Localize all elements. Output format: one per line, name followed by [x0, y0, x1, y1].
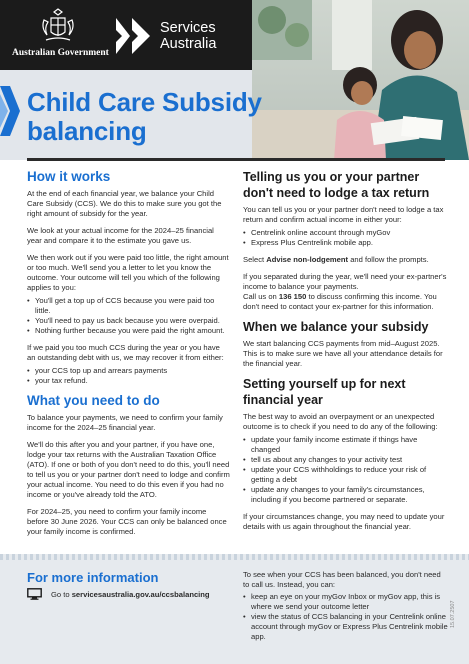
list-item: • your CCS top up and arrears payments [27, 366, 230, 376]
tell-paragraph-2 [243, 255, 448, 265]
how-paragraph-3: We then work out if you were paid too little, the right amount or too much. We'll send you a letter to let you know the outcome. Your outcome will tell you which of the following applies to you: [27, 253, 229, 292]
need-paragraph-2: We'll do this after you and your partner, if you have one, lodge your tax returns with the Australian Taxation Office (ATO). If one or both of you don't need to do this, you'll need to tell us you or your partner don't need to lodge and confirm your actual income. You need to do this even if you had no income or you've already told the ATO. [27, 440, 230, 499]
footer-list [243, 592, 448, 642]
when-we-balance-heading: When we balance your subsidy [243, 320, 429, 334]
government-name: Australian Government [12, 48, 109, 58]
website-link-text [51, 590, 210, 599]
website-link-row [27, 588, 232, 602]
list-item: • Centrelink online account through myGov [243, 228, 448, 238]
footer-right-text [243, 570, 448, 642]
list-item: • update your CCS withholdings to reduce your risk of getting a debt [243, 465, 448, 485]
brand-line-2: Australia [160, 36, 217, 52]
setting-up-heading: Setting yourself up for next financial year [243, 377, 406, 407]
brand-name [160, 20, 216, 52]
left-column [27, 165, 230, 544]
recover-list [27, 366, 230, 386]
how-paragraph-1: At the end of each financial year, we balance your Child Care Subsidy (CCS). We do this to make sure you got the right amount of subsidy for the year. [27, 189, 222, 218]
brand-line-1: Services [160, 20, 216, 36]
services-australia-logo [114, 16, 264, 56]
list-item: • Express Plus Centrelink mobile app. [243, 238, 448, 248]
text-span: and follow the prompts. [348, 255, 429, 264]
telling-us-heading: Telling us you or your partner don't need to lodge a tax return [243, 170, 430, 200]
what-you-need-to-do-heading: What you need to do [27, 393, 160, 408]
list-item: • your tax refund. [27, 376, 230, 386]
text-span: If you separated during the year, we'll need your ex-partner's income to balance your payments. [243, 272, 447, 291]
footer [0, 554, 469, 664]
need-paragraph-1: To balance your payments, we need to confirm your family income for the 2024–25 financial year. [27, 413, 223, 432]
right-column [243, 165, 448, 539]
how-paragraph-2: We look at your actual income for the 2024–25 financial year and compare it to the estimate you gave us. [27, 226, 214, 245]
list-item: • update any changes to your family's circumstances, including if you become partnered or separate. [243, 485, 448, 505]
when-paragraph-1: We start balancing CCS payments from mid–August 2025. This is to make sure we have all your attendance details for the financial year. [243, 339, 443, 368]
list-item: • keep an eye on your myGov Inbox or myGov app, this is where we send your outcome letter [243, 592, 448, 612]
list-item: • You'll need to pay us back because you were overpaid. [27, 316, 230, 326]
tell-paragraph-1: You can tell us you or your partner don't need to lodge a tax return and confirm actual income in either your: [243, 205, 444, 224]
website-link[interactable]: servicesaustralia.gov.au/ccsbalancing [71, 590, 210, 599]
list-item: • tell us about any changes to your activity test [243, 455, 448, 465]
monitor-icon [27, 588, 42, 600]
list-item: • view the status of CCS balancing in your Centrelink online account through myGov or Express Plus Centrelink mobile app. [243, 612, 448, 642]
setup-paragraph-2: If your circumstances change, you may need to update your details with us again throughout the financial year. [243, 512, 445, 531]
tell-paragraph-3 [243, 272, 448, 312]
phone-number: 136 150 [278, 292, 307, 301]
footer-paragraph: To see when your CCS has been balanced, you don't need to call us. Instead, you can: [243, 570, 441, 589]
text-span: to discuss confirming this income. You don't need to contact your ex-partner for this information. [243, 292, 437, 311]
list-item: • You'll get a top up of CCS because you were paid too little. [27, 296, 230, 316]
hero-photo [252, 0, 469, 160]
page-title: Child Care Subsidy balancing [27, 87, 262, 146]
outcome-list [27, 296, 230, 336]
tell-list [243, 228, 448, 248]
title-divider [27, 158, 445, 161]
australian-government-logo [12, 8, 112, 64]
text-span: Go to [51, 590, 72, 599]
document-code: 15.07.2507 [450, 600, 456, 628]
text-span: Select [243, 255, 267, 264]
more-info-heading: For more information [27, 570, 159, 585]
how-paragraph-4: If we paid you too much CCS during the year or you have an outstanding debt with us, we may recover it from either: [27, 343, 224, 362]
list-item: • update your family income estimate if things have changed [243, 435, 448, 455]
need-paragraph-3: For 2024–25, you need to confirm your family income before 30 June 2026. Your CCS can only be balanced once your family income is confirmed. [27, 507, 227, 536]
chevron-accent-icon [0, 86, 20, 136]
list-item: • Nothing further because you were paid the right amount. [27, 326, 230, 336]
services-australia-chevron-icon [114, 16, 154, 56]
text-span: Call us on [243, 292, 279, 301]
setup-list [243, 435, 448, 505]
advise-non-lodgement-label: Advise non-lodgement [266, 255, 349, 264]
setup-paragraph-1: The best way to avoid an overpayment or an unexpected outcome is to check if you need to do any of the following: [243, 412, 438, 431]
footer-stripe [0, 554, 469, 560]
how-it-works-heading: How it works [27, 169, 111, 184]
australian-government-crest-icon [38, 8, 78, 44]
